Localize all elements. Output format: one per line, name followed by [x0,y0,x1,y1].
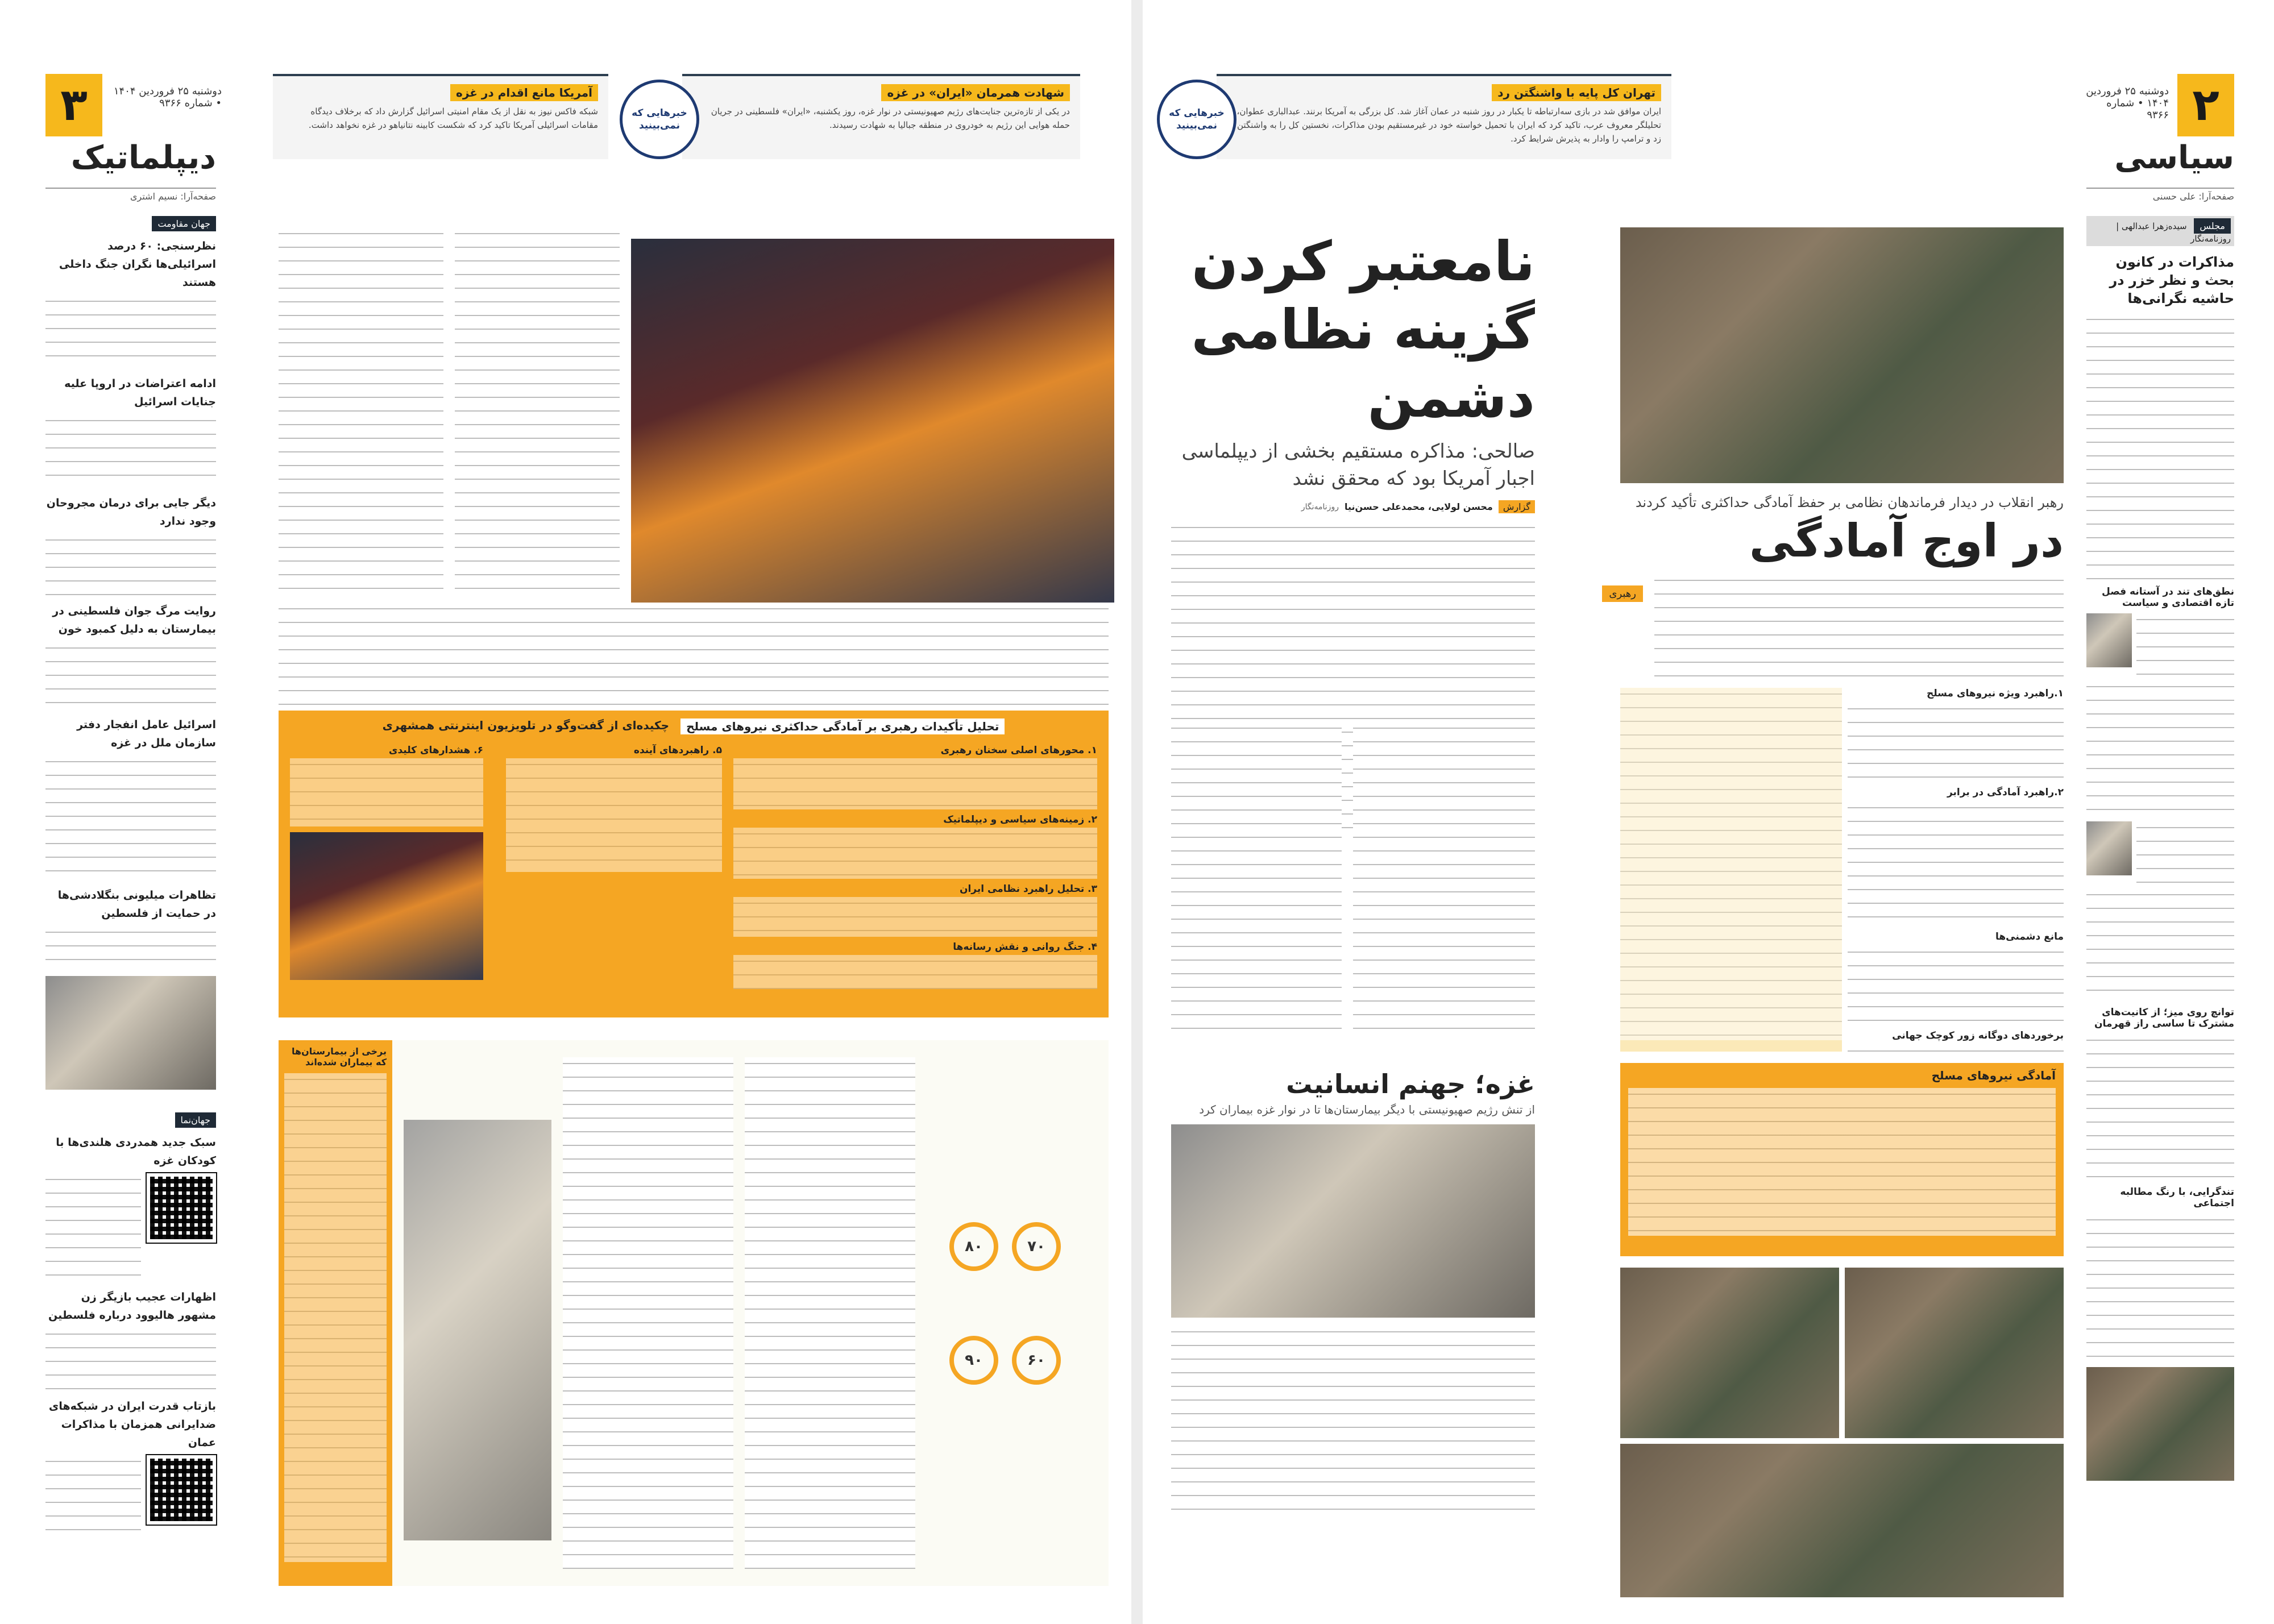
rubric-label: رهبری [1602,585,1643,602]
sidebar-item: اظهارات عجیب بازیگر زن مشهور هالیوود درباره فلسطین [48,1291,216,1322]
gaza-infographic [279,1040,1109,1586]
points-column-left [290,745,483,980]
gaza-article [1171,1069,1535,1513]
sidebar-body-text [45,1455,141,1540]
sidebar-subhead: توانچ روی میز؛ از کانیت‌های مشترک تا ساسی راز قهرمان [2094,1007,2234,1029]
sidebar-item: دیگر جایی برای درمان مجروحان وجود ندارد [46,497,216,528]
info-text [1620,688,1842,1040]
stamp-label: خبرهایی که نمی‌بینید [1169,107,1225,131]
page-three [0,0,1131,1624]
sidebar-column [2086,216,2234,1481]
point-title: ۳. تحلیل راهبرد نظامی ایران [959,883,1097,895]
sidebar-body-text [45,534,216,596]
interview-box-title: تحلیل تأکیدات رهبری بر آمادگی حداکثری نیروهای مسلح [680,718,1005,734]
page-number: ٣ [45,74,102,136]
top-news-text: در یکی از تازه‌ترین جنایت‌های رژیم صهیونیستی در نوار غزه، روز یکشنبه، «ایران» فلسطینی در جریان حمله هوایی این رژیم به خودروی در منطقه جبالیا به شهادت رسیدند. [711,106,1070,130]
sidebar-item: بازتاب قدرت ایران در شبکه‌های ضدایرانی همزمان با مذاکرات عمان [48,1400,216,1449]
portrait-photo [2086,613,2132,667]
sidebar-body-text [45,1328,216,1390]
sidebar-headline: مذاکرات در کانون بحث و نظر خزر در حاشیه نگرانی‌ها [2109,254,2234,306]
byline: محسن لولایی، محمدعلی حسن‌نیا [1344,501,1493,512]
sidebar-body-text [45,295,216,369]
top-news-text: ایران موافق شد در بازی سه‌ارتباطه تا یکبار در روز شنبه در عمان آغاز شد. کل بزرگی به آمریکا برنند. عبدالباری عطوان، تحلیلگر معروف عرب، تاکید کرد که ایران با تحمیل خواسته خود در غیرمستقیم بودن مذاکرات، نخستین کل را به واشنگتن زد و ترامپ را وادار به پذیرش شرایط کرد. [1236,106,1661,144]
byline-row [1171,500,1535,513]
sidebar-item: سبک جدید همدردی هلندی‌ها با کودکان غزه [56,1136,216,1167]
sidebar-body-text [2086,1214,2234,1361]
sidebar-body-text [45,642,216,710]
points-column-middle [506,745,722,872]
top-news-2 [273,74,608,159]
point-text [733,897,1097,937]
info-text [1848,801,2064,927]
report-label: گزارش [1499,500,1535,513]
interview-box-header [279,711,1109,734]
sidebar-subhead: تندگرایی، با رنگ مطالبه اجتماعی [2120,1186,2234,1209]
sidebar-item: ادامه اعتراضات در اروپا علیه جنایات اسرائیل [64,377,216,408]
sidebar-body-text [45,1173,141,1281]
top-news-1 [682,74,1080,159]
point-title: ۲. زمینه‌های سیاسی و دیپلماتیک [943,814,1097,825]
page-number: ٢ [2177,74,2234,136]
sidebar-author: سیده‌زهرا عبدالهی | روزنامه‌نگار [2116,221,2231,244]
gaza-children-photo [1171,1124,1535,1318]
sidebar-category: مجلس [2194,218,2231,234]
point-text [733,758,1097,809]
top-news-1 [1217,74,1671,159]
leader-meeting-photo [1620,227,2064,483]
point-text [733,828,1097,879]
meeting-photo-2 [1845,1268,2064,1438]
info-section-title: ۲.راهبرد آمادگی در برابر [1947,787,2064,798]
stats-column [745,1057,915,1569]
sidebar-column [45,216,216,1540]
parliament-photo [2086,1367,2234,1481]
info-column-left [1620,688,1842,1052]
feature-text-column [1353,722,1535,1040]
byline-role: روزنامه‌نگار [1301,502,1339,512]
point-text [506,758,722,872]
points-column-right [733,745,1097,989]
qr-row [45,1173,216,1281]
sidebar-category: جهان مقاومت [152,216,216,231]
stat-circle: ۶۰ [1012,1336,1061,1385]
point-text [733,955,1097,989]
stamp-label: خبرهایی که نمی‌بینید [632,107,687,131]
feature-text-column [1171,722,1342,1040]
point-title: ۶. هشدارهای کلیدی [388,745,483,756]
top-news-title: تهران کل پایه با واشنگتن رد [1492,84,1661,101]
qr-row [45,1455,216,1540]
child-photo [404,1120,551,1540]
point-title: ۵. راهبردهای آینده [633,745,722,756]
rubble-photo [45,976,216,1090]
sidebar-body-text [2136,821,2234,884]
stamp-badge [620,80,699,159]
sidebar-item: تظاهرات میلیونی بنگلادشی‌ها در حمایت از فلسطین [57,889,216,920]
info-section-title: برخوردهای دوگانه زور کوچک جهانی [1892,1030,2064,1041]
sidebar-body-text [2136,613,2234,676]
sidebar-portrait-row [2086,613,2234,676]
point-title: ۱. محورهای اصلی سخنان رهبری [940,745,1097,756]
stat-circle: ۸۰ [949,1222,998,1271]
section-logo: دیپلماتیک [70,139,216,176]
info-section-title: مانع دشمنی‌ها [1995,931,2064,942]
issue-date: دوشنبه ۲۵ فروردین ۱۴۰۴ • شماره ۹۳۶۶ [2086,85,2169,121]
main-subhead: رهبر انقلاب در دیدار فرماندهان نظامی بر حفظ آمادگی حداکثری تأکید کردند [1635,495,2064,510]
qr-code-icon[interactable] [147,1455,216,1525]
stat-circle: ۹۰ [949,1336,998,1385]
feature-headline: نامعتبر کردن گزینه نظامی دشمن [1191,230,1535,430]
interview-thumbnail [290,832,483,980]
stamp-badge [1157,80,1236,159]
sidebar-subhead: نطق‌های تند در آستانه فصل تازه اقتصادی و سیاست [2102,586,2234,609]
gaza-body-text [1171,1326,1535,1513]
sidebar-body-text [45,755,216,880]
sidebar-item: روایت مرگ جوان فلسطینی در بیمارستان به دلیل کمبود خون [52,605,216,636]
sidebar-body-text [2086,680,2234,817]
sidebar-body-text [2086,313,2234,580]
portrait-photo [2086,821,2132,875]
hospital-list-panel [279,1040,392,1586]
main-body-text [1654,574,2064,676]
sidebar-body-text [2086,1034,2234,1182]
point-title: ۴. جنگ روانی و نقش رسانه‌ها [953,941,1097,953]
top-news-title: شهادت همرمان «ایران» در غزه [881,84,1070,101]
article-text-column [455,227,620,591]
meeting-photo-3 [1620,1268,1839,1438]
top-news-title: آمریکا مانع اقدام در غزه [450,84,598,101]
sidebar-portrait-row [2086,821,2234,884]
hospital-list [284,1073,387,1562]
point-text [290,758,483,826]
hospital-list-title: برخی از بیمارستان‌ها که بیماران شده‌اند [291,1046,387,1068]
sidebar-item: اسرائیل عامل انفجار دفتر سازمان ملل در غزه [77,718,216,749]
feature-subhead: صالحی: مذاکره مستقیم بخشی از دیپلماسی اجبار آمریکا بود که محقق نشد [1181,440,1535,490]
stat-circle: ۷۰ [1012,1222,1061,1271]
tv-studio-photo [631,239,1114,603]
interview-box-kicker: چکیده‌ای از گفت‌وگو در تلویزیون اینترنتی همشهری [382,718,670,732]
meeting-photo-4 [1620,1444,2064,1597]
article-text-row [279,603,1109,705]
article-text-column [279,227,443,591]
interview-summary-box [279,711,1109,1017]
main-headline: در اوج آمادگی [1749,514,2064,567]
info-text [1848,703,2064,782]
stats-column [563,1057,733,1569]
sidebar-body-text [45,926,216,971]
section-logo: سیاسی [2114,139,2234,176]
qr-code-icon[interactable] [147,1173,216,1243]
readiness-box-text [1628,1088,2056,1236]
readiness-box-title: آمادگی نیروهای مسلح [1931,1069,2056,1082]
info-section-title: ۱.راهبرد ویژه نیروهای مسلح [1926,688,2064,699]
gaza-subhead: از تنش رژیم صهیونیستی با دیگر بیمارستان‌ها تا در نوار غزه بیماران کرد [1199,1103,1535,1116]
sidebar-body-text [45,414,216,488]
sidebar-category: جهان‌نما [175,1112,216,1128]
editor-credit: صفحه‌آرا: نسیم اشتری [45,188,216,202]
sidebar-header [2086,216,2234,246]
sidebar-body-text [2086,888,2234,1002]
info-highlight-box [1620,688,1842,1052]
top-news-text: شبکه فاکس نیوز به نقل از یک مقام امنیتی اسرائیل گزارش داد که برخلاف دیدگاه مقامات اسرائیلی آمریکا تاکید کرد که شکست کابینه نتانیاهو در غزه نخواهد داشت. [308,106,598,130]
info-text [1848,946,2064,1025]
sidebar-item: نظرسنجی: ۶۰ درصد اسرائیلی‌ها نگران جنگ داخلی هستند [59,240,216,289]
issue-date: دوشنبه ۲۵ فروردین ۱۴۰۴ • شماره ۹۳۶۶ [113,85,222,109]
gaza-headline: غزه؛ جهنم انسانیت [1286,1069,1535,1099]
readiness-box [1620,1063,2064,1256]
editor-credit: صفحه‌آرا: علی حسنی [2086,188,2234,202]
